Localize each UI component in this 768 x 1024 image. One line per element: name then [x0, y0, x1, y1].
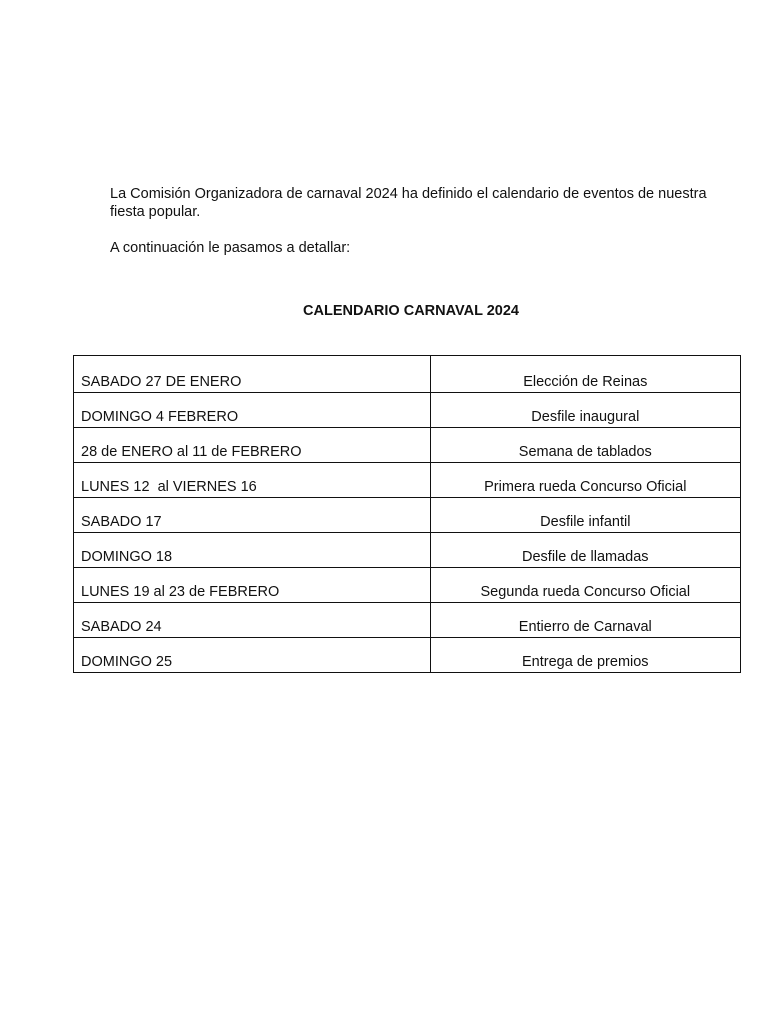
- table-row: [74, 603, 741, 638]
- date-cell: DOMINGO 18: [74, 533, 431, 568]
- date-cell: SABADO 17: [74, 498, 431, 533]
- table-row: [74, 463, 741, 498]
- table-row: [74, 393, 741, 428]
- event-cell: Segunda rueda Concurso Oficial: [430, 568, 740, 603]
- date-cell: DOMINGO 4 FEBRERO: [74, 393, 431, 428]
- table-row: [74, 428, 741, 463]
- date-cell: LUNES 12 al VIERNES 16: [74, 463, 431, 498]
- calendar-table: [73, 355, 741, 673]
- intro-paragraph-detail: A continuación le pasamos a detallar:: [110, 240, 351, 256]
- event-cell: Entierro de Carnaval: [430, 603, 740, 638]
- table-row: [74, 568, 741, 603]
- table-row: [74, 638, 741, 673]
- table-row: [74, 498, 741, 533]
- table-row: [74, 356, 741, 393]
- event-cell: Entrega de premios: [430, 638, 740, 673]
- event-cell: Semana de tablados: [430, 428, 740, 463]
- event-cell: Desfile infantil: [430, 498, 740, 533]
- table-row: [74, 533, 741, 568]
- event-cell: Primera rueda Concurso Oficial: [430, 463, 740, 498]
- calendar-title: CALENDARIO CARNAVAL 2024: [303, 303, 519, 319]
- event-cell: Desfile de llamadas: [430, 533, 740, 568]
- date-cell: SABADO 27 DE ENERO: [74, 356, 431, 393]
- date-cell: LUNES 19 al 23 de FEBRERO: [74, 568, 431, 603]
- date-cell: SABADO 24: [74, 603, 431, 638]
- event-cell: Elección de Reinas: [430, 356, 740, 393]
- event-cell: Desfile inaugural: [430, 393, 740, 428]
- date-cell: 28 de ENERO al 11 de FEBRERO: [74, 428, 431, 463]
- intro-paragraph: La Comisión Organizadora de carnaval 2024 ha definido el calendario de eventos de nuestra fiesta popular.: [110, 186, 707, 220]
- date-cell: DOMINGO 25: [74, 638, 431, 673]
- intro-text: [110, 185, 710, 257]
